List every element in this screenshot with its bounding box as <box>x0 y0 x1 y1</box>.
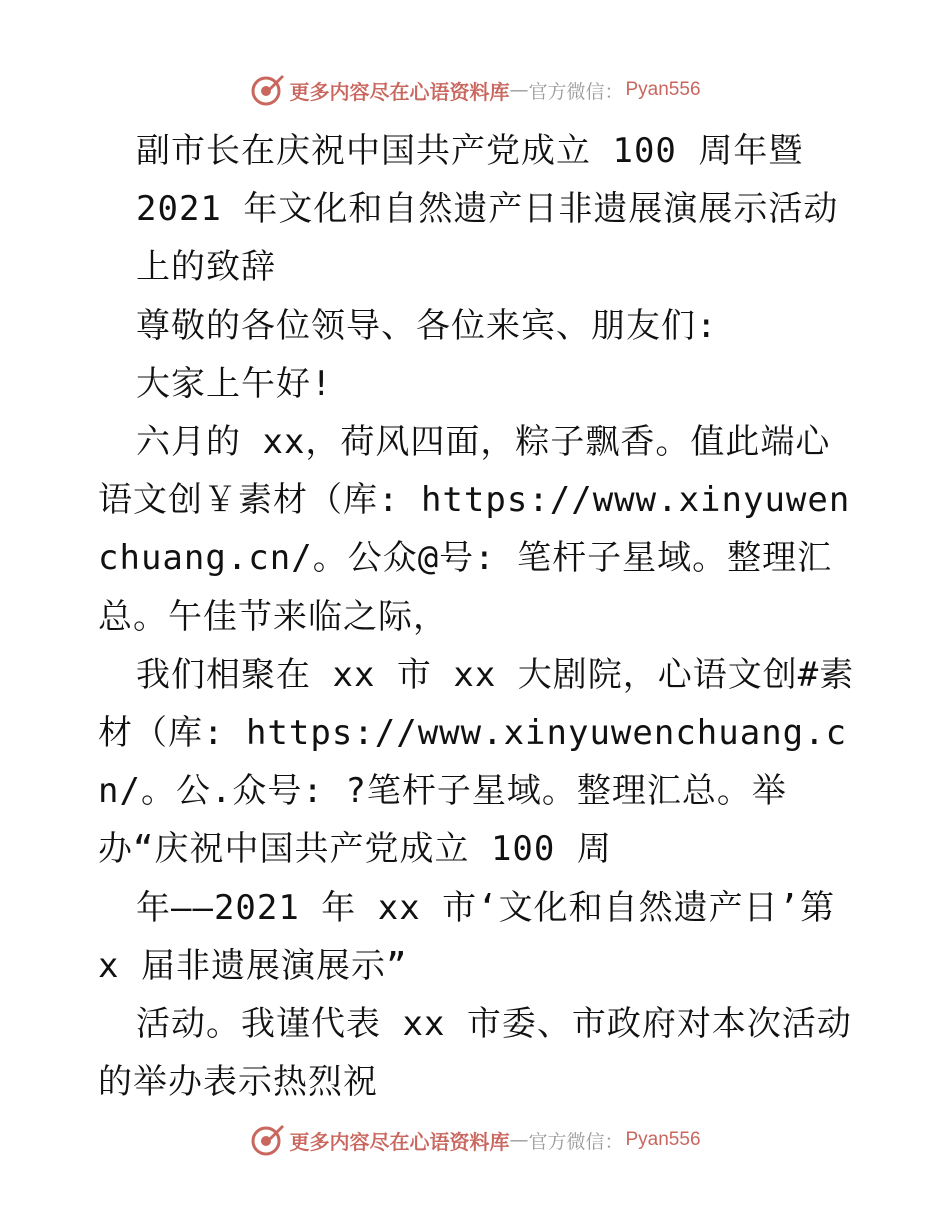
pen-circle-logo-icon <box>249 1122 285 1158</box>
banner-separator: — <box>509 1129 529 1151</box>
paragraph-3: 年——2021 年 xx 市‘文化和自然遗产日’第 x 届非遗展演展示” <box>98 887 836 986</box>
document-body <box>98 122 858 1111</box>
greeting: 大家上午好! <box>136 363 333 404</box>
doc-title-line-3: 上的致辞 <box>136 247 276 288</box>
paragraph-2: 我们相聚在 xx 市 xx 大剧院，心语文创#素材（库: https://www.xinyuwenchuang.cn/。公.众号: ?笔杆子星域。整理汇总。举办“庆祝中国共产党成立 100 周 <box>98 654 855 870</box>
banner-main-text: 更多内容尽在心语资料库 <box>289 1129 510 1154</box>
paragraph-4: 活动。我谨代表 xx 市委、市政府对本次活动的举办表示热烈祝 <box>98 1004 852 1103</box>
paragraph-1: 六月的 xx，荷风四面，粽子飘香。值此端心语文创￥素材（库: https://www.xinyuwenchuang.cn/。公众@号: 笔杆子星域。整理汇总。午佳节来临之际， <box>98 422 851 637</box>
banner-separator: — <box>509 79 529 101</box>
banner-wechat-label: 官方微信： <box>528 1130 624 1153</box>
doc-title-line-1: 副市长在庆祝中国共产党成立 100 周年暨 <box>136 131 804 171</box>
banner-main-text: 更多内容尽在心语资料库 <box>289 79 510 104</box>
salutation: 尊敬的各位领导、各位来宾、朋友们: <box>136 305 718 346</box>
banner-wechat-label: 官方微信： <box>528 80 624 103</box>
banner-wechat-id: Pyan556 <box>625 1129 701 1150</box>
banner-wechat-id: Pyan556 <box>625 79 701 100</box>
header-watermark-banner <box>0 68 950 112</box>
footer-watermark-banner <box>0 1118 950 1162</box>
pen-circle-logo-icon <box>249 72 285 108</box>
doc-title-line-2: 2021 年文化和自然遗产日非遗展演展示活动 <box>136 189 839 230</box>
